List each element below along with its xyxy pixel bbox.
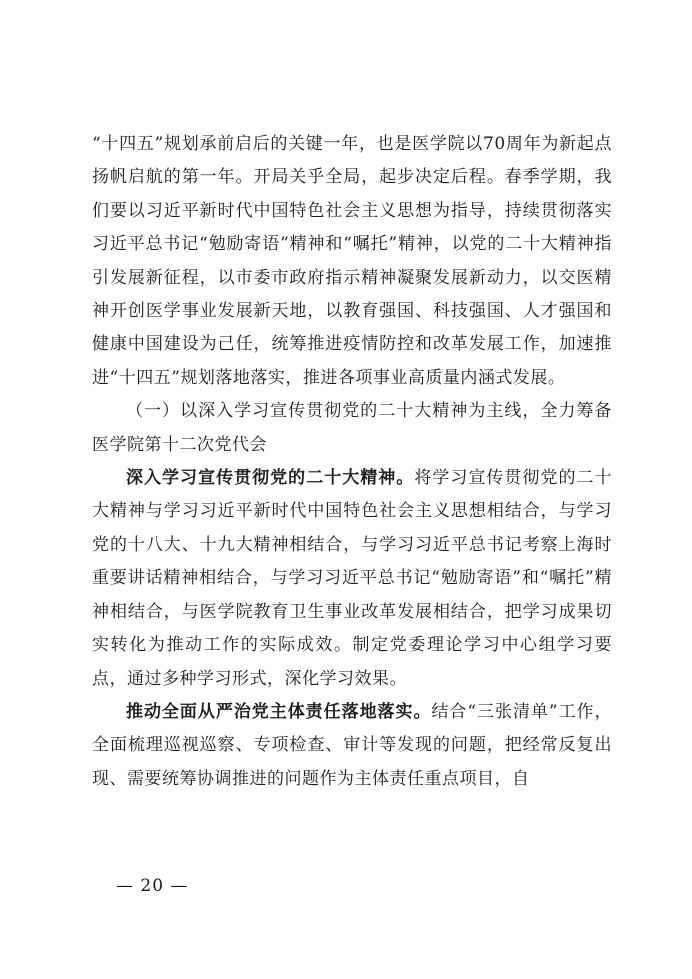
body-text bbox=[92, 128, 612, 796]
paragraph-study bbox=[92, 462, 612, 696]
page-number: — 20 — bbox=[116, 876, 189, 896]
paragraph-lead: 推动全面从严治党主体责任落地落实。 bbox=[126, 701, 432, 722]
paragraph-text: 结合“三张清单”工作，全面梳理巡视巡察、专项检查、审计等发现的问题，把经常反复出现、需要统筹协调推进的问题作为主体责任重点项目，自 bbox=[92, 701, 613, 789]
paragraph-responsibility bbox=[92, 696, 612, 796]
section-heading bbox=[92, 395, 612, 462]
paragraph-lead: 深入学习宣传贯彻党的二十大精神。 bbox=[126, 468, 415, 489]
section-heading-text: （一）以深入学习宣传贯彻党的二十大精神为主线，全力筹备医学院第十二次党代会 bbox=[92, 401, 612, 455]
paragraph-text: 将学习宣传贯彻党的二十大精神与学习习近平新时代中国特色社会主义思想相结合，与学习党的十八大、十九大精神相结合，与学习习近平总书记考察上海时重要讲话精神相结合，与学习习近平总书记“勉励寄语”和“嘱托”精神相结合，与医学院教育卫生事业改革发展相结合，把学习成果切实转化为推动工作的实际成效。制定党委理论学习中心组学习要点，通过多种学习形式，深化学习效果。 bbox=[92, 468, 613, 689]
paragraph-text: “十四五”规划承前启后的关键一年，也是医学院以70周年为新起点扬帆启航的第一年。开局关乎全局，起步决定后程。春季学期，我们要以习近平新时代中国特色社会主义思想为指导，持续贯彻落实习近平总书记“勉励寄语”精神和“嘱托”精神，以党的二十大精神指引发展新征程，以市委市政府指示精神凝聚发展新动力，以交医精神开创医学事业发展新天地，以教育强国、科技强国、人才强国和健康中国建设为己任，统筹推进疫情防控和改革发展工作，加速推进“十四五”规划落地落实，推进各项事业高质量内涵式发展。 bbox=[92, 134, 612, 388]
paragraph-intro bbox=[92, 128, 612, 395]
